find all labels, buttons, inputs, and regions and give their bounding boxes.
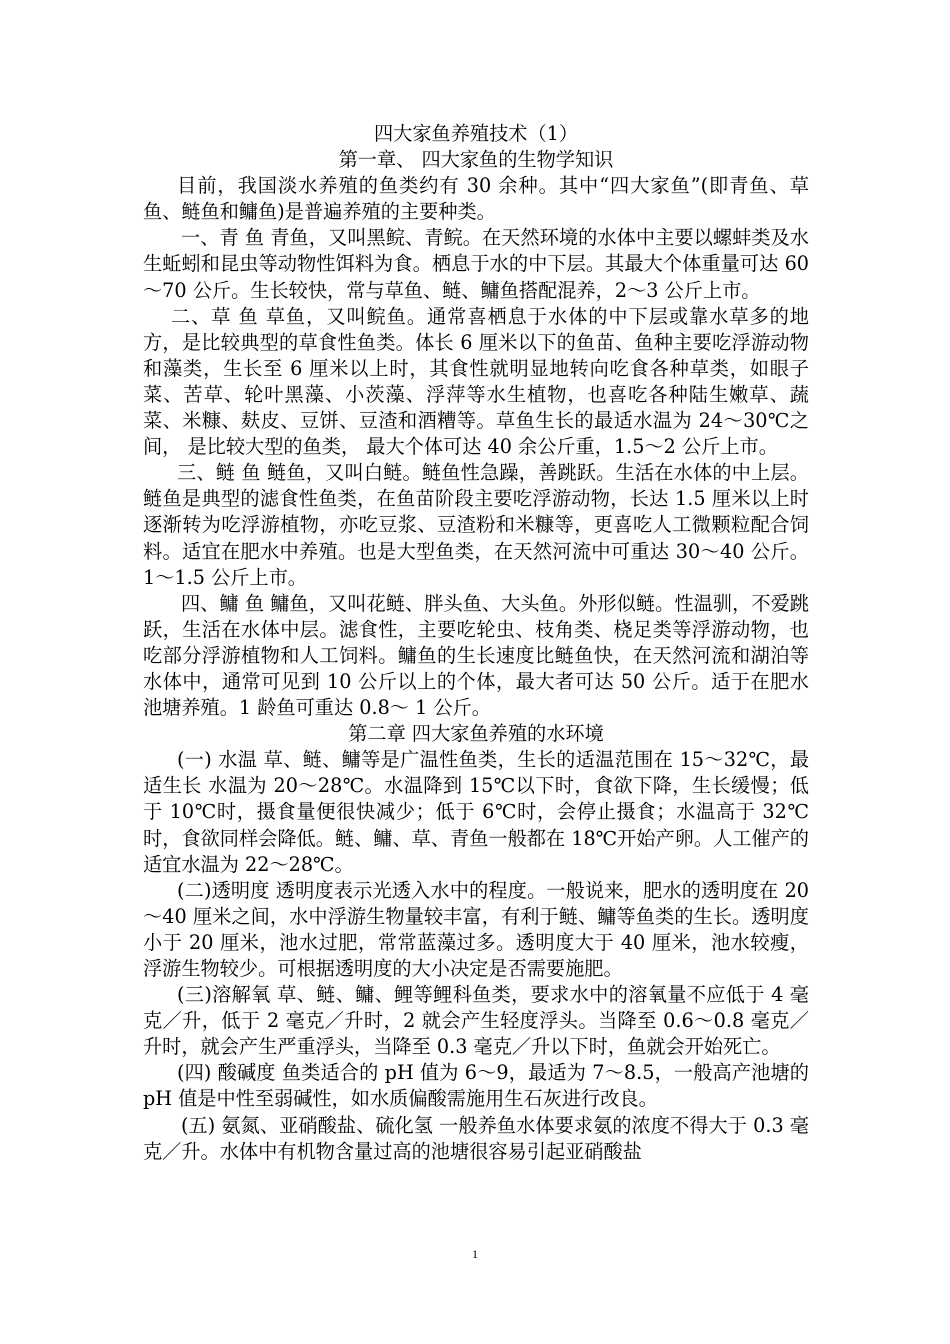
paragraph-cao-yu: 二、草 鱼 草鱼，又叫鲩鱼。通常喜栖息于水体的中下层或靠水草多的地方，是比较典型的草食性鱼类。体长 6 厘米以下的鱼苗、鱼种主要吃浮游动物和藻类，生长至 6 厘米以上时，其食性就明显地转向吃食各种草类，如眼子菜、苦草、轮叶黑藻、小茨藻、浮萍等水生植物，也喜吃各种陆生嫩草、蔬菜、米糠、麸皮、豆饼、豆渣和酒糟等。草鱼生长的最适水温为 24～30℃之间， 是比较大型的鱼类， 最大个体可达 40 余公斤重，1.5～2 公斤上市。 [143, 304, 809, 459]
intro-paragraph: 目前，我国淡水养殖的鱼类约有 30 余种。其中“四大家鱼”(即青鱼、草鱼、鲢鱼和鳙鱼)是普遍养殖的主要种类。 [143, 174, 809, 224]
page-number: 1 [472, 1247, 478, 1261]
document-title: 四大家鱼养殖技术（1） [373, 122, 579, 145]
paragraph-ammonia: (五) 氨氮、亚硝酸盐、硫化氢 一般养鱼水体要求氨的浓度不得大于 0.3 毫克／升。水体中有机物含量过高的池塘很容易引起亚硝酸盐 [143, 1113, 809, 1163]
paragraph-ph: (四) 酸碱度 鱼类适合的 pH 值为 6～9，最适为 7～8.5，一般高产池塘的 pH 值是中性至弱碱性，如水质偏酸需施用生石灰进行改良。 [143, 1061, 809, 1111]
paragraph-qing-yu: 一、青 鱼 青鱼，又叫黑鲩、青鲩。在天然环境的水体中主要以螺蚌类及水生蚯蚓和昆虫等动物性饵料为食。栖息于水的中下层。其最大个体重量可达 60～70 公斤。生长较快，常与草鱼、鲢、鳙鱼搭配混养，2～3 公斤上市。 [143, 226, 809, 302]
paragraph-water-temperature: (一) 水温 草、鲢、鳙等是广温性鱼类，生长的适温范围在 15～32℃，最适生长 水温为 20～28℃。水温降到 15℃以下时，食欲下降，生长缓慢；低于 10℃时，摄食量便很快减少；低于 6℃时，会停止摄食；水温高于 32℃时，食欲同样会降低。鲢、鳙、草、青鱼一般都在 18℃开始产卵。人工催产的适宜水温为 22～28℃。 [143, 748, 809, 876]
paragraph-yong-yu: 四、鳙 鱼 鳙鱼，又叫花鲢、胖头鱼、大头鱼。外形似鲢。性温驯，不爱跳跃，生活在水体中层。滤食性，主要吃轮虫、枝角类、桡足类等浮游动物，也吃部分浮游植物和人工饲料。鳙鱼的生长速度比鲢鱼快，在天然河流和湖泊等水体中，通常可见到 10 公斤以上的个体，最大者可达 50 公斤。适于在肥水池塘养殖。1 龄鱼可重达 0.8～ 1 公斤。 [143, 591, 809, 720]
chapter-2-heading: 第二章 四大家鱼养殖的水环境 [348, 722, 604, 746]
paragraph-dissolved-oxygen: (三)溶解氧 草、鲢、鳙、鲤等鲤科鱼类，要求水中的溶氧量不应低于 4 毫克／升，低于 2 毫克／升时，2 就会产生轻度浮头。当降至 0.6～0.8 毫克／升时，就会产生严重浮头，当降至 0.3 毫克／升以下时，鱼就会开始死亡。 [143, 983, 809, 1059]
document-body [143, 121, 809, 1165]
paragraph-lian-yu: 三、鲢 鱼 鲢鱼，又叫白鲢。鲢鱼性急躁，善跳跃。生活在水体的中上层。鲢鱼是典型的滤食性鱼类，在鱼苗阶段主要吃浮游动物，长达 1.5 厘米以上时逐渐转为吃浮游植物，亦吃豆浆、豆渣粉和米糠等，更喜吃人工微颗粒配合饲料。适宜在肥水中养殖。也是大型鱼类，在天然河流中可重达 30～40 公斤。1～1.5 公斤上市。 [143, 461, 809, 589]
chapter-1-heading: 第一章、 四大家鱼的生物学知识 [338, 148, 614, 172]
paragraph-transparency: (二)透明度 透明度表示光透入水中的程度。一般说来，肥水的透明度在 20～40 厘米之间，水中浮游生物量较丰富，有利于鲢、鳙等鱼类的生长。透明度小于 20 厘米，池水过肥，常常蓝藻过多。透明度大于 40 厘米，池水较瘦，浮游生物较少。可根据透明度的大小决定是否需要施肥。 [143, 878, 809, 980]
